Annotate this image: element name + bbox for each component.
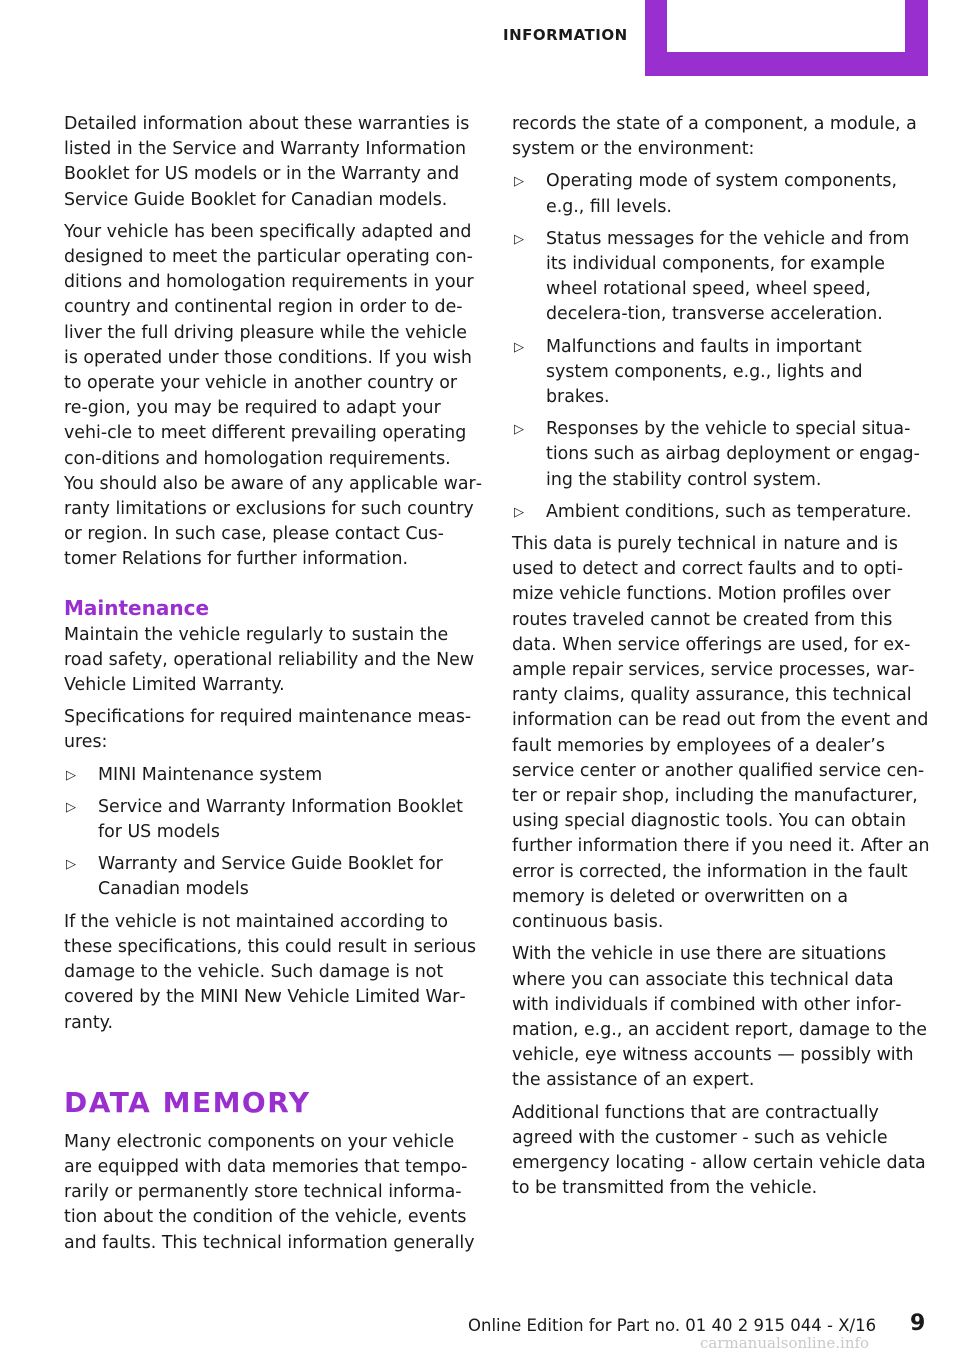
- list-item-text: Malfunctions and faults in important system components, e.g., lights and brakes.: [546, 336, 863, 408]
- list-item: [512, 169, 930, 219]
- list-item-text: Responses by the vehicle to special situa‐tions such as airbag deployment or engag‐ing the stability control system.: [546, 419, 920, 490]
- data-memory-list: [512, 169, 930, 525]
- list-item: [512, 500, 930, 525]
- list-item: [64, 763, 482, 788]
- list-item-text: Ambient conditions, such as temperature.: [546, 501, 912, 522]
- paragraph-associate-individuals: With the vehicle in use there are situations where you can associate this technical data with individuals if combined with other infor‐mation, e.g., an accident report, damage to the vehicle, eye witness accounts — possibly with the assistance of an expert.: [512, 944, 927, 1091]
- paragraph-continued: records the state of a component, a module, a system or the environment:: [512, 114, 917, 160]
- section-tab-marker: [645, 0, 928, 76]
- list-item-text: Warranty and Service Guide Booklet for Canadian models: [98, 854, 443, 900]
- triangle-bullet-icon: ▷: [66, 767, 76, 783]
- list-item-text: Service and Warranty Information Booklet for US models: [98, 796, 463, 843]
- list-item: [512, 417, 930, 493]
- list-item-text: Status messages for the vehicle and from its individual components, for example wheel rotational speed, wheel speed, decelera‐tion, transverse acceleration.: [546, 228, 910, 325]
- paragraph-not-maintained: If the vehicle is not maintained according to these specifications, this could result in serious damage to the vehicle. Such damage is not covered by the MINI New Vehicle Limited War‐ranty.: [64, 911, 477, 1033]
- paragraph-warranty-info: Detailed information about these warranties is listed in the Service and Warranty Information Booklet for US models or in the Warranty and Service Guide Booklet for Canadian models.: [64, 114, 470, 210]
- paragraph-specifications: Specifications for required maintenance meas‐ures:: [64, 707, 472, 753]
- list-item-text: MINI Maintenance system: [98, 764, 323, 785]
- triangle-bullet-icon: ▷: [66, 857, 76, 873]
- paragraph-maintain: Maintain the vehicle regularly to sustain the road safety, operational reliability and the New Vehicle Limited Warranty.: [64, 624, 475, 696]
- list-item: [512, 227, 930, 328]
- list-item: [64, 795, 482, 845]
- triangle-bullet-icon: ▷: [514, 422, 524, 438]
- footer-edition: Online Edition for Part no. 01 40 2 915 044 - X/16: [468, 1316, 877, 1335]
- heading-maintenance: Maintenance: [64, 595, 210, 620]
- triangle-bullet-icon: ▷: [66, 799, 76, 815]
- triangle-bullet-icon: ▷: [514, 231, 524, 247]
- triangle-bullet-icon: ▷: [514, 174, 524, 190]
- section-title: INFORMATION: [503, 26, 628, 44]
- right-column: [512, 112, 930, 1208]
- paragraph-vehicle-adaptation: Your vehicle has been specifically adapted and designed to meet the particular operating con‐ditions and homologation requirements in your country and continental region in order to de‐liver the full driving pleasure while the vehicle is operated under those conditions. If you wish to operate your vehicle in another country or re‐gion, you may be required to adapt your vehi‐cle to meet different prevailing operating con‐ditions and homologation requirements. You should also be aware of any applicable war‐ranty limitations or exclusions for such country or region. In such case, please contact Cus‐tomer Relations for further information.: [64, 221, 482, 570]
- list-item-text: Operating mode of system components, e.g., fill levels.: [546, 171, 897, 217]
- watermark-text: carmanualsonline.info: [700, 1334, 870, 1352]
- left-column: [64, 112, 482, 1263]
- maintenance-list: [64, 763, 482, 903]
- heading-data-memory: DATA MEMORY: [64, 1085, 311, 1119]
- triangle-bullet-icon: ▷: [514, 339, 524, 355]
- paragraph-technical-data: This data is purely technical in nature and is used to detect and correct faults and to opti‐mize vehicle functions. Motion profiles over routes traveled cannot be created from this data. When service offerings are used, for ex‐ample repair services, service processes, war‐ranty claims, quality assurance, this technical information can be read out from the event and fault memories by employees of a dealer’s service center or another qualified service cen‐ter or repair shop, including the manufacturer, using special diagnostic tools. You can obtain further information there if you need it. After an error is corrected, the information in the fault memory is deleted or overwritten on a continuous basis.: [512, 534, 930, 933]
- list-item: [64, 852, 482, 902]
- paragraph-additional-functions: Additional functions that are contractually agreed with the customer - such as vehicle emergency locating - allow certain vehicle data to be transmitted from the vehicle.: [512, 1102, 926, 1199]
- triangle-bullet-icon: ▷: [514, 504, 524, 520]
- section-tab-inner: [667, 0, 905, 52]
- page-number: 9: [910, 1311, 926, 1336]
- paragraph-data-memory: Many electronic components on your vehicle are equipped with data memories that tempo‐rarily or permanently store technical informa‐tion about the condition of the vehicle, events and faults. This technical information generally: [64, 1131, 475, 1253]
- list-item: [512, 335, 930, 411]
